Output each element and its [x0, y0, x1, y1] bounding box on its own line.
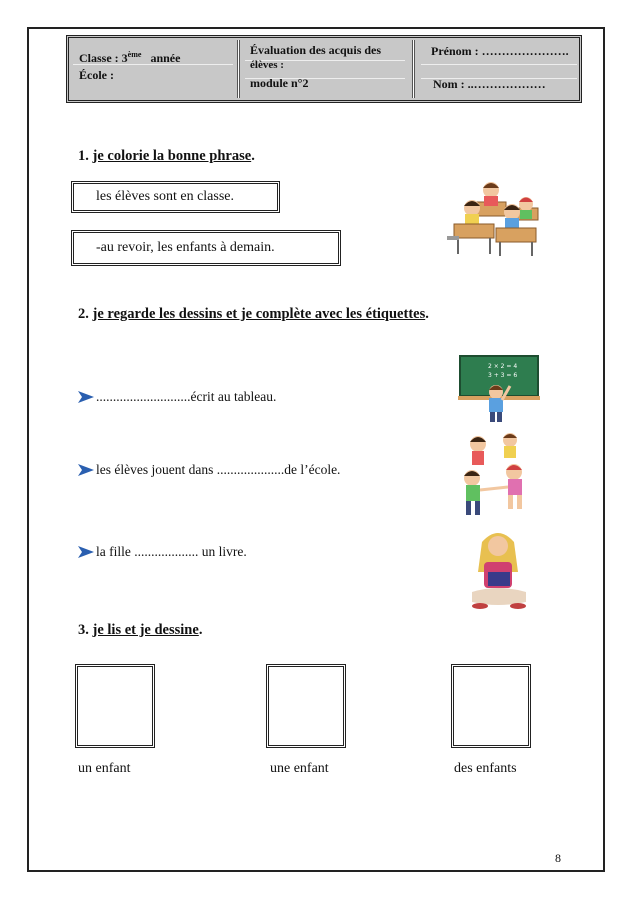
section3-title: 3. je lis et je dessine. [78, 622, 203, 638]
prenom-field[interactable]: Prénom : …………………. [431, 44, 569, 58]
svg-text:3 + 3 = 6: 3 + 3 = 6 [488, 372, 518, 379]
classroom-students-illustration [442, 178, 560, 258]
fill-in-item-1[interactable] [78, 389, 276, 405]
eval-title-line2: élèves : [250, 59, 284, 71]
section1-title: 1. je colorie la bonne phrase. [78, 148, 255, 164]
caption-3: des enfants [454, 761, 517, 776]
caption-2: une enfant [270, 761, 329, 776]
arrow-bullet-icon [78, 545, 94, 559]
fill-in-text-3: la fille ................... un livre. [96, 544, 247, 559]
section2-title: 2. je regarde les dessins et je complète avec les étiquettes. [78, 306, 429, 322]
svg-text:2 × 2 = 4: 2 × 2 = 4 [488, 363, 518, 370]
arrow-bullet-icon [78, 463, 94, 477]
drawing-box-2[interactable] [266, 664, 346, 748]
ecole-label: École : [79, 68, 114, 82]
page-number: 8 [555, 851, 561, 865]
fill-in-item-2[interactable] [78, 462, 340, 478]
child-writing-on-board-illustration [458, 354, 540, 424]
fill-in-text-2: les élèves jouent dans ....................de l’école. [96, 462, 341, 477]
drawing-box-1[interactable] [75, 664, 155, 748]
eval-title-line3: module n°2 [250, 76, 309, 90]
sentence-option-2[interactable]: -au revoir, les enfants à demain. [71, 230, 341, 266]
children-playing-illustration [458, 432, 538, 520]
header-table [66, 35, 582, 103]
fill-in-item-3[interactable] [78, 544, 247, 560]
fill-in-text-1: ............................écrit au tableau. [96, 389, 277, 404]
girl-reading-book-illustration [468, 528, 530, 612]
sentence-option-1[interactable]: les élèves sont en classe. [71, 181, 280, 213]
classe-label: Classe : 3ème année [79, 50, 181, 65]
eval-title-line1: Évaluation des acquis des [250, 43, 382, 57]
arrow-bullet-icon [78, 390, 94, 404]
drawing-box-3[interactable] [451, 664, 531, 748]
caption-1: un enfant [78, 761, 131, 776]
nom-field[interactable]: Nom : ..……………… [433, 77, 546, 91]
